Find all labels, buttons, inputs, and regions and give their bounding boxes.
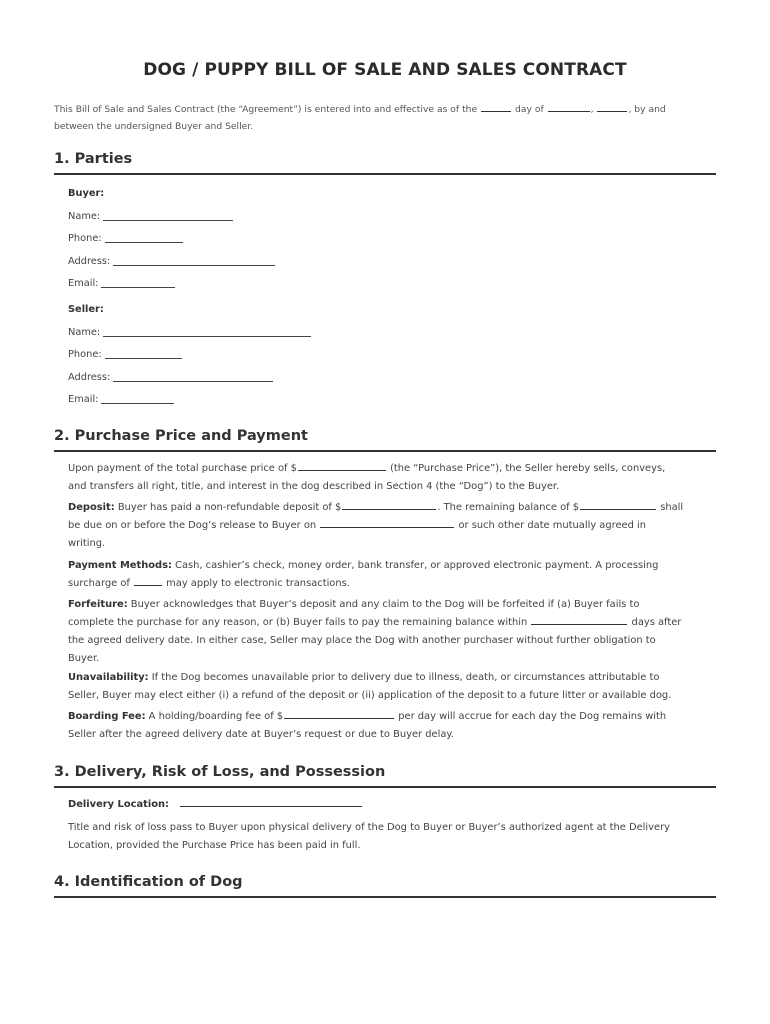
- buyer-fields: [68, 183, 708, 296]
- boarding-fee-text-3: Seller after the agreed delivery date at Buyer’s request or due to Buyer delay.: [68, 729, 454, 740]
- buyer-label: Buyer:: [68, 188, 105, 199]
- boarding-fee-field[interactable]: [284, 717, 394, 719]
- document-title: DOG / PUPPY BILL OF SALE AND SALES CONTRACT: [143, 60, 627, 80]
- intro-text-2: day of: [515, 104, 544, 115]
- intro-paragraph: [54, 101, 716, 135]
- unavailability-label: Unavailability:: [68, 672, 149, 683]
- seller-phone-label: Phone:: [68, 349, 102, 360]
- unavailability-paragraph: [68, 669, 718, 705]
- buyer-address-row: [68, 251, 708, 274]
- seller-name-field[interactable]: [103, 324, 311, 337]
- payment-methods-text-2: surcharge of: [68, 578, 130, 589]
- deposit-amount-field[interactable]: [342, 508, 436, 510]
- forfeiture-paragraph: [68, 596, 718, 668]
- forfeiture-label: Forfeiture:: [68, 599, 128, 610]
- section-heading-delivery: 3. Delivery, Risk of Loss, and Possession: [54, 764, 716, 788]
- forfeiture-days-field[interactable]: [531, 623, 627, 625]
- buyer-phone-label: Phone:: [68, 233, 102, 244]
- section-heading-identification: 4. Identification of Dog: [54, 874, 716, 898]
- seller-phone-field[interactable]: [105, 346, 182, 359]
- delivery-location-label: Delivery Location:: [68, 799, 170, 810]
- buyer-name-row: [68, 206, 708, 229]
- remaining-balance-field[interactable]: [580, 508, 656, 510]
- payment-methods-paragraph: [68, 557, 718, 593]
- deposit-text-5: or such other date mutually agreed in: [458, 520, 647, 531]
- purchase-price-text-2: (the “Purchase Price”), the Seller hereby sells, conveys,: [390, 463, 666, 474]
- seller-address-field[interactable]: [113, 369, 273, 382]
- month-blank[interactable]: [548, 110, 590, 112]
- section-heading-parties: 1. Parties: [54, 151, 716, 175]
- year-blank[interactable]: [597, 110, 627, 112]
- forfeiture-text-1: Buyer acknowledges that Buyer’s deposit and any claim to the Dog will be forfeited if (a) Buyer fails to: [130, 599, 640, 610]
- deposit-text-3: shall: [660, 502, 684, 513]
- forfeiture-text-5: Buyer.: [68, 653, 100, 664]
- purchase-price-field[interactable]: [298, 469, 386, 471]
- payment-methods-text-3: may apply to electronic transactions.: [166, 578, 350, 589]
- boarding-fee-label: Boarding Fee:: [68, 711, 146, 722]
- delivery-location-row: [68, 796, 718, 814]
- seller-label: Seller:: [68, 304, 104, 315]
- seller-fields: [68, 299, 708, 412]
- deposit-text-2: . The remaining balance of $: [437, 502, 580, 513]
- intro-text-4: , by and: [628, 104, 666, 115]
- purchase-price-text-1: Upon payment of the total purchase price of $: [68, 463, 297, 474]
- buyer-name-field[interactable]: [103, 208, 233, 221]
- deposit-text-6: writing.: [68, 538, 106, 549]
- buyer-email-row: [68, 273, 708, 296]
- release-date-field[interactable]: [320, 526, 454, 528]
- boarding-fee-text-2: per day will accrue for each day the Dog remains with: [398, 711, 667, 722]
- buyer-address-field[interactable]: [113, 253, 275, 266]
- delivery-paragraph: [68, 819, 718, 855]
- payment-methods-label: Payment Methods:: [68, 560, 172, 571]
- forfeiture-text-4: the agreed delivery date. In either case, Seller may place the Dog with another purchaser without further obligation to: [68, 635, 656, 646]
- delivery-text-1: Title and risk of loss pass to Buyer upon physical delivery of the Dog to Buyer or Buyer’s authorized agent at the Delivery: [68, 822, 670, 833]
- forfeiture-text-2: complete the purchase for any reason, or (b) Buyer fails to pay the remaining balance within: [68, 617, 528, 628]
- buyer-phone-field[interactable]: [105, 230, 183, 243]
- seller-name-label: Name:: [68, 326, 101, 338]
- surcharge-field[interactable]: [134, 584, 162, 586]
- seller-address-row: [68, 367, 708, 390]
- buyer-name-label: Name:: [68, 210, 101, 222]
- seller-email-label: Email:: [68, 394, 99, 405]
- seller-email-field[interactable]: [101, 391, 174, 404]
- intro-text-5: between the undersigned Buyer and Seller.: [54, 121, 254, 132]
- day-blank[interactable]: [481, 110, 511, 112]
- payment-methods-text-1: Cash, cashier’s check, money order, bank transfer, or approved electronic payment. A processing: [175, 560, 659, 571]
- deposit-paragraph: [68, 499, 718, 553]
- section-heading-payment: 2. Purchase Price and Payment: [54, 428, 716, 452]
- boarding-fee-paragraph: [68, 708, 718, 744]
- seller-email-row: [68, 389, 708, 412]
- delivery-text-2: Location, provided the Purchase Price has been paid in full.: [68, 840, 361, 851]
- boarding-fee-text-1: A holding/boarding fee of $: [148, 711, 284, 722]
- unavailability-text-2: Seller, Buyer may elect either (i) a refund of the deposit or (ii) application of the deposit to a future litter or available dog.: [68, 690, 672, 701]
- purchase-price-text-3: and transfers all right, title, and interest in the dog described in Section 4 (the “Dog”) to the Buyer.: [68, 481, 560, 492]
- delivery-location-field[interactable]: [180, 805, 362, 807]
- intro-text-3: ,: [590, 104, 594, 115]
- seller-address-label: Address:: [68, 371, 111, 383]
- buyer-address-label: Address:: [68, 255, 111, 267]
- buyer-phone-row: [68, 228, 708, 251]
- deposit-label: Deposit:: [68, 502, 115, 513]
- unavailability-text-1: If the Dog becomes unavailable prior to delivery due to illness, death, or circumstances attributable to: [151, 672, 660, 683]
- seller-name-row: [68, 322, 708, 345]
- intro-text-1: This Bill of Sale and Sales Contract (the “Agreement”) is entered into and effective as of the: [54, 104, 478, 115]
- purchase-price-paragraph: [68, 460, 718, 496]
- forfeiture-text-3: days after: [631, 617, 682, 628]
- seller-phone-row: [68, 344, 708, 367]
- deposit-text-4: be due on or before the Dog’s release to Buyer on: [68, 520, 317, 531]
- buyer-email-label: Email:: [68, 278, 99, 289]
- deposit-text-1: Buyer has paid a non-refundable deposit of $: [117, 502, 342, 513]
- buyer-email-field[interactable]: [101, 275, 175, 288]
